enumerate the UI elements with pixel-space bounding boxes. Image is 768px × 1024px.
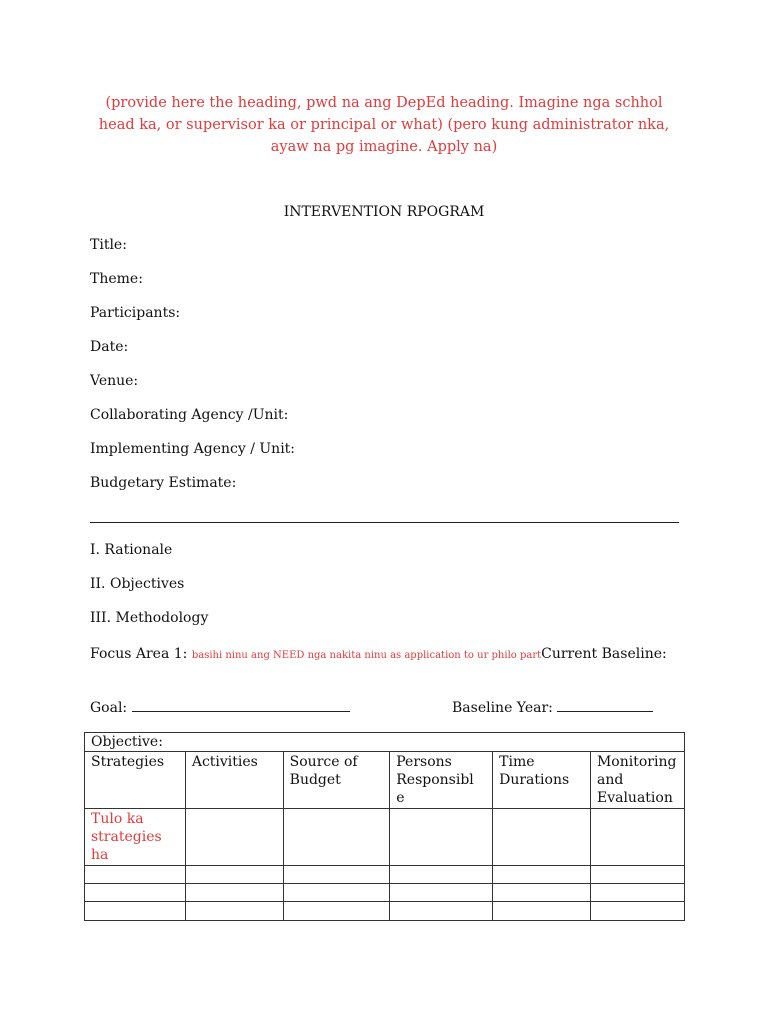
table-cell	[185, 902, 283, 921]
strategy-table	[84, 732, 685, 921]
focus-area	[90, 644, 690, 666]
note-line-2: head ka, or supervisor ka or principal or what) (pero kung administrator nka,	[98, 117, 670, 133]
header-activities: Activities	[185, 752, 283, 809]
field-budgetary-estimate: Budgetary Estimate:	[90, 475, 237, 491]
field-collaborating-agency: Collaborating Agency /Unit:	[90, 407, 289, 423]
table-cell	[590, 809, 684, 866]
current-baseline-label: Current Baseline:	[541, 646, 667, 662]
field-venue: Venue:	[90, 373, 139, 389]
objective-cell: Objective:	[85, 733, 685, 752]
field-date: Date:	[90, 339, 129, 355]
header-time-durations: Time Durations	[493, 752, 591, 809]
instruction-note	[60, 92, 708, 158]
table-cell	[390, 884, 493, 902]
table-cell	[185, 884, 283, 902]
table-cell	[85, 902, 186, 921]
table-cell	[493, 809, 591, 866]
baseline-year-field	[452, 699, 653, 716]
table-cell	[390, 902, 493, 921]
table-cell	[493, 866, 591, 884]
document-title: INTERVENTION RPOGRAM	[283, 204, 485, 220]
header-monitoring-evaluation: Monitoring and Evaluation	[590, 752, 684, 809]
table-cell	[283, 884, 390, 902]
focus-area-label: Focus Area 1:	[90, 646, 192, 662]
header-persons-responsible: Persons Responsibl e	[390, 752, 493, 809]
focus-area-note: basihi ninu ang NEED nga nakita ninu as application to ur philo part	[191, 650, 542, 661]
table-cell	[85, 866, 186, 884]
table-cell	[590, 884, 684, 902]
table-cell	[390, 866, 493, 884]
table-row	[85, 902, 685, 921]
note-line-1: (provide here the heading, pwd na ang DepEd heading. Imagine nga schhol	[105, 95, 663, 111]
table-cell	[493, 902, 591, 921]
goal-blank-line	[132, 699, 350, 712]
table-cell	[390, 809, 493, 866]
table-objective-row	[85, 733, 685, 752]
table-header-row	[85, 752, 685, 809]
section-methodology: III. Methodology	[90, 610, 209, 626]
goal-field	[90, 699, 350, 716]
strategies-cell: Tulo ka strategies ha	[85, 809, 186, 866]
table-row	[85, 884, 685, 902]
field-implementing-agency: Implementing Agency / Unit:	[90, 441, 296, 457]
header-source-of-budget: Source of Budget	[283, 752, 390, 809]
header-strategies: Strategies	[85, 752, 186, 809]
section-rationale: I. Rationale	[90, 542, 173, 558]
horizontal-divider	[90, 522, 679, 523]
note-line-3: ayaw na pg imagine. Apply na)	[270, 139, 498, 155]
field-title: Title:	[90, 237, 127, 253]
field-theme: Theme:	[90, 271, 143, 287]
table-cell	[493, 884, 591, 902]
goal-label: Goal:	[90, 700, 128, 716]
table-row	[85, 866, 685, 884]
table-cell	[283, 866, 390, 884]
table-cell	[185, 866, 283, 884]
table-cell	[590, 902, 684, 921]
table-cell	[590, 866, 684, 884]
section-objectives: II. Objectives	[90, 576, 185, 592]
table-row	[85, 809, 685, 866]
baseline-year-blank-line	[557, 699, 653, 712]
field-participants: Participants:	[90, 305, 181, 321]
table-cell	[283, 809, 390, 866]
table-cell	[185, 809, 283, 866]
table-cell	[85, 884, 186, 902]
table-cell	[283, 902, 390, 921]
baseline-year-label: Baseline Year:	[452, 700, 553, 716]
